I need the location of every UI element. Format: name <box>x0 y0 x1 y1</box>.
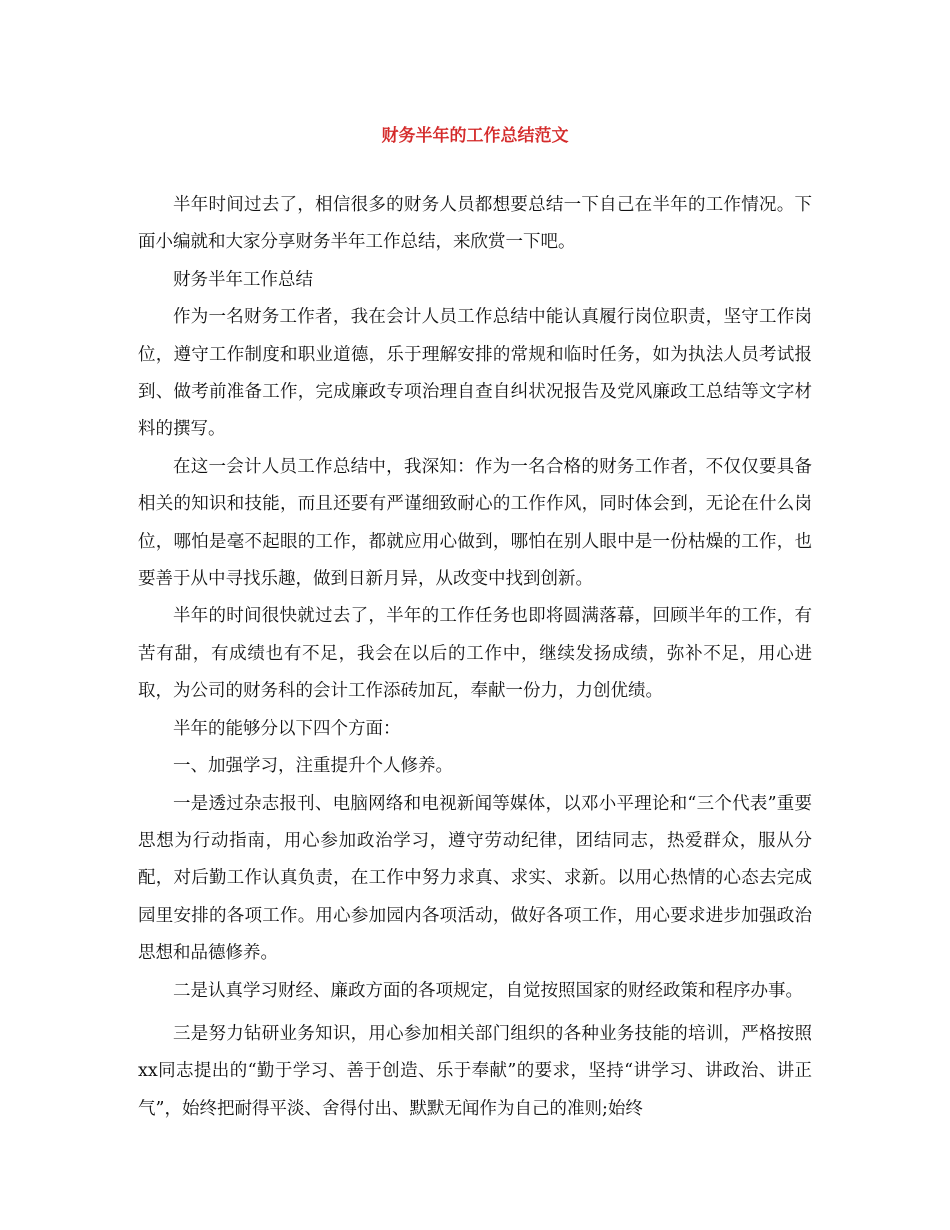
paragraph-section-one-heading: 一、加强学习，注重提升个人修养。 <box>173 756 453 777</box>
paragraph-duties: 作为一名财务工作者，我在会计人员工作总结中能认真履行岗位职责，坚守工作岗位，遵守工作制度和职业道德，乐于理解安排的常规和临时任务，如为执法人员考试报到、做考前准备工作，完成廉政专项治理自查自纠状况报告及党风廉政工总结等文字材料的撰写。 <box>138 307 812 440</box>
paragraph-intro: 半年时间过去了，相信很多的财务人员都想要总结一下自己在半年的工作情况。下面小编就和大家分享财务半年工作总结，来欣赏一下吧。 <box>138 195 812 253</box>
paragraph-review: 半年的时间很快就过去了，半年的工作任务也即将圆满落幕，回顾半年的工作，有苦有甜，有成绩也有不足，我会在以后的工作中，继续发扬成绩，弥补不足，用心进取，为公司的财务科的会计工作添砖加瓦，奉献一份力，力创优绩。 <box>138 606 812 702</box>
document-body <box>138 187 812 1128</box>
paragraph-four-aspects: 半年的能够分以下四个方面： <box>173 718 401 739</box>
paragraph-reflection: 在这一会计人员工作总结中，我深知：作为一名合格的财务工作者，不仅仅要具备相关的知识和技能，而且还要有严谨细致耐心的工作作风，同时体会到，无论在什么岗位，哪怕是毫不起眼的工作，都就应用心做到，哪怕在别人眼中是一份枯燥的工作，也要善于从中寻找乐趣，做到日新月异，从改变中找到创新。 <box>138 456 812 590</box>
paragraph-subtitle: 财务半年工作总结 <box>173 269 313 290</box>
document-title: 财务半年的工作总结范文 <box>381 126 569 146</box>
paragraph-point-three: 三是努力钻研业务知识，用心参加相关部门组织的各种业务技能的培训，严格按照xx同志提出的“勤于学习、善于创造、乐于奉献”的要求，坚持“讲学习、讲政治、讲正气”，始终把耐得平淡、舍得付出、默默无闻作为自己的准则;始终 <box>138 1023 812 1119</box>
paragraph-point-one: 一是透过杂志报刊、电脑网络和电视新闻等媒体，以邓小平理论和“三个代表”重要思想为行动指南，用心参加政治学习，遵守劳动纪律，团结同志，热爱群众，服从分配，对后勤工作认真负责，在工作中努力求真、求实、求新。以用心热情的心态去完成园里安排的各项工作。用心参加园内各项活动，做好各项工作，用心要求进步加强政治思想和品德修养。 <box>138 793 812 964</box>
paragraph-point-two: 二是认真学习财经、廉政方面的各项规定，自觉按照国家的财经政策和程序办事。 <box>173 980 803 1001</box>
